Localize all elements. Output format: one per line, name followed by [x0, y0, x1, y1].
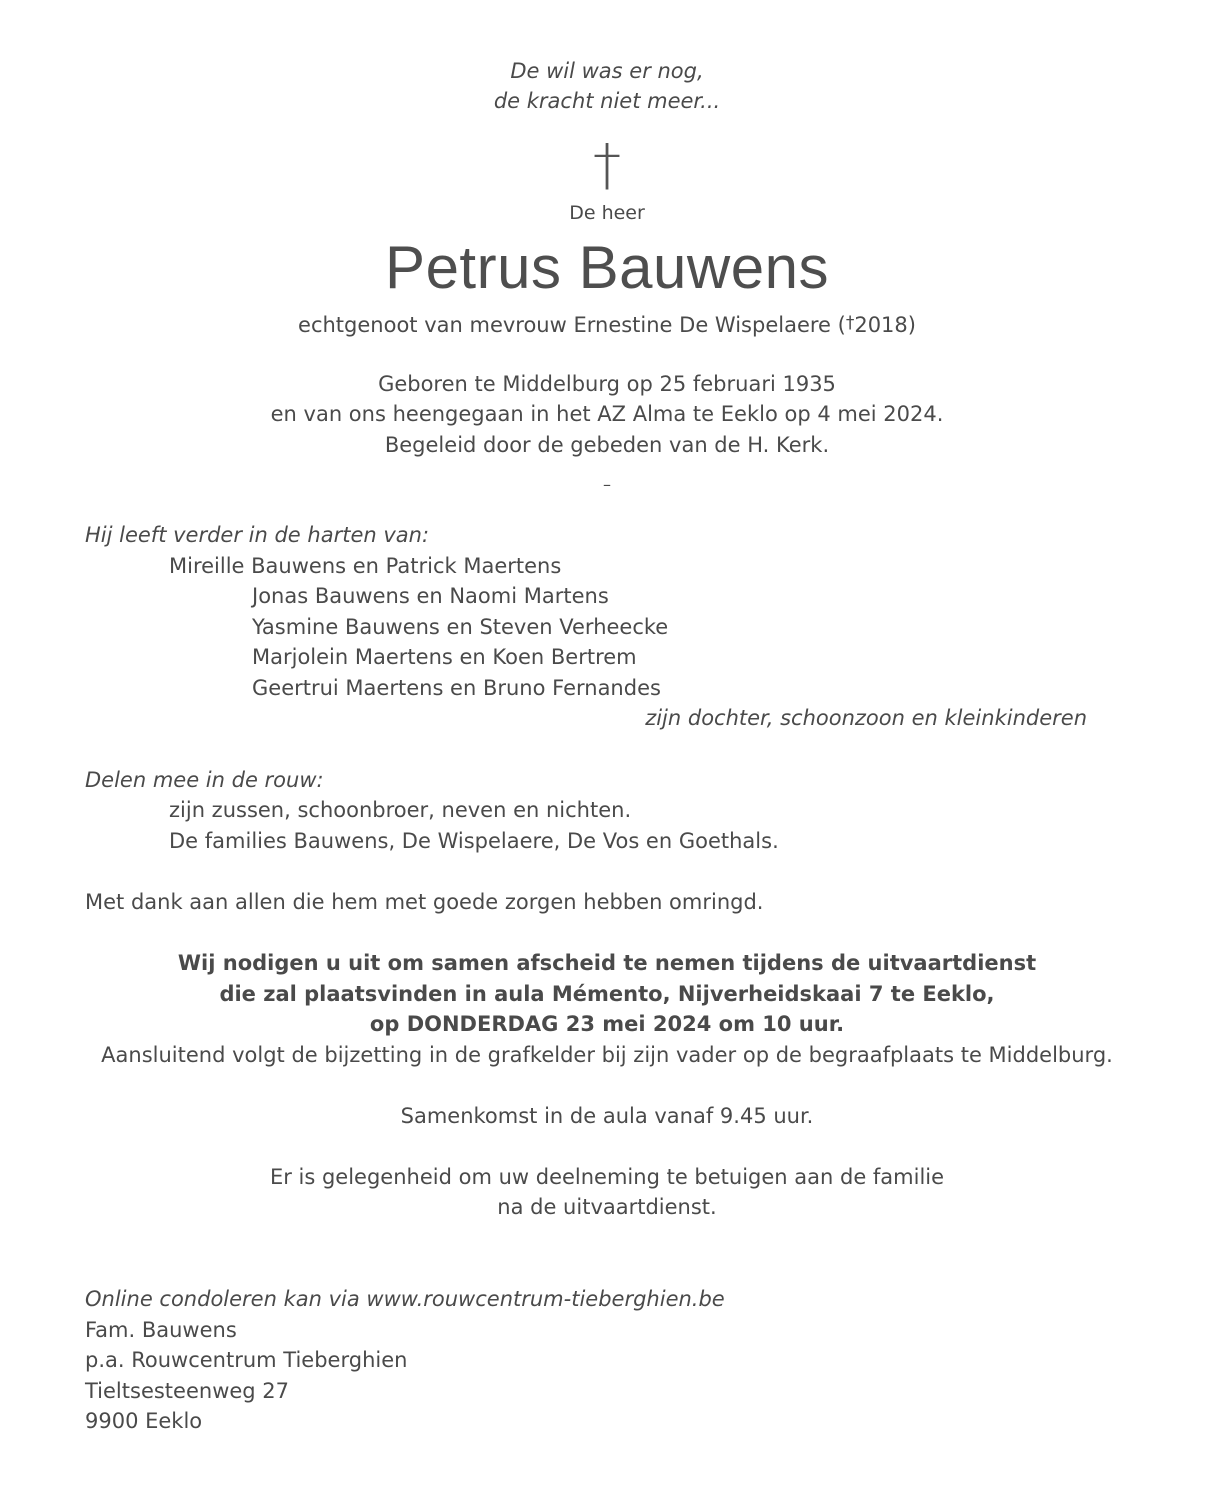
spouse-line [0, 308, 1214, 340]
poem-line-2: de kracht niet meer... [493, 89, 721, 113]
grandchild-3: Marjolein Maertens en Koen Bertrem [252, 645, 637, 669]
survivor-child: Mireille Bauwens en Patrick Maertens [169, 554, 562, 578]
burial-line: Aansluitend volgt de bijzetting in de grafkelder bij zijn vader op de begraafplaats te Middelburg. [101, 1043, 1113, 1067]
online-condolence-line: Online condoleren kan via www.rouwcentrum-tieberghien.be [85, 1287, 725, 1311]
address-line-1: Fam. Bauwens [85, 1318, 237, 1342]
condolence-line-2: na de uitvaartdienst. [497, 1195, 717, 1219]
grandchild-2: Yasmine Bauwens en Steven Verheecke [252, 615, 669, 639]
address-line-3: Tieltsesteenweg 27 [85, 1379, 290, 1403]
ceremony-line-1: Wij nodigen u uit om samen afscheid te nemen tijdens de uitvaartdienst [177, 951, 1037, 975]
survivors-heading: Hij leeft verder in de harten van: [85, 523, 430, 547]
mourners-line-1: zijn zussen, schoonbroer, neven en nichten. [169, 798, 632, 822]
grandchild-4: Geertrui Maertens en Bruno Fernandes [252, 676, 661, 700]
ceremony-line-2: die zal plaatsvinden in aula Mémento, Nijverheidskaai 7 te Eeklo, [219, 982, 995, 1006]
small-cross-icon: † [845, 313, 855, 333]
poem-line-1: De wil was er nog, [510, 59, 704, 83]
grandchild-1: Jonas Bauwens en Naomi Martens [252, 584, 609, 608]
address-line-4: 9900 Eeklo [85, 1409, 203, 1433]
thanks-line: Met dank aan allen die hem met goede zorgen hebben omringd. [85, 890, 764, 914]
divider: – [603, 475, 611, 494]
title-prefix: De heer [569, 202, 645, 224]
mourners-heading: Delen mee in de rouw: [85, 768, 324, 792]
birth-line: Geboren te Middelburg op 25 februari 1935 [378, 372, 836, 396]
survivors-relation: zijn dochter, schoonzoon en kleinkinderen [645, 706, 1087, 730]
gathering-line: Samenkomst in de aula vanaf 9.45 uur. [400, 1104, 814, 1128]
deceased-name: Petrus Bauwens [385, 234, 829, 301]
cross-icon: † [593, 133, 621, 198]
condolence-line-1: Er is gelegenheid om uw deelneming te betuigen aan de familie [269, 1165, 945, 1189]
spouse-suffix: 2018) [854, 313, 916, 337]
mourners-line-2: De families Bauwens, De Wispelaere, De Vos en Goethals. [169, 829, 779, 853]
church-line: Begeleid door de gebeden van de H. Kerk. [384, 433, 830, 457]
ceremony-line-3: op DONDERDAG 23 mei 2024 om 10 uur. [369, 1012, 845, 1036]
death-line: en van ons heengegaan in het AZ Alma te Eeklo op 4 mei 2024. [270, 402, 944, 426]
spouse-prefix: echtgenoot van mevrouw Ernestine De Wispelaere ( [298, 313, 846, 337]
address-line-2: p.a. Rouwcentrum Tieberghien [85, 1348, 408, 1372]
